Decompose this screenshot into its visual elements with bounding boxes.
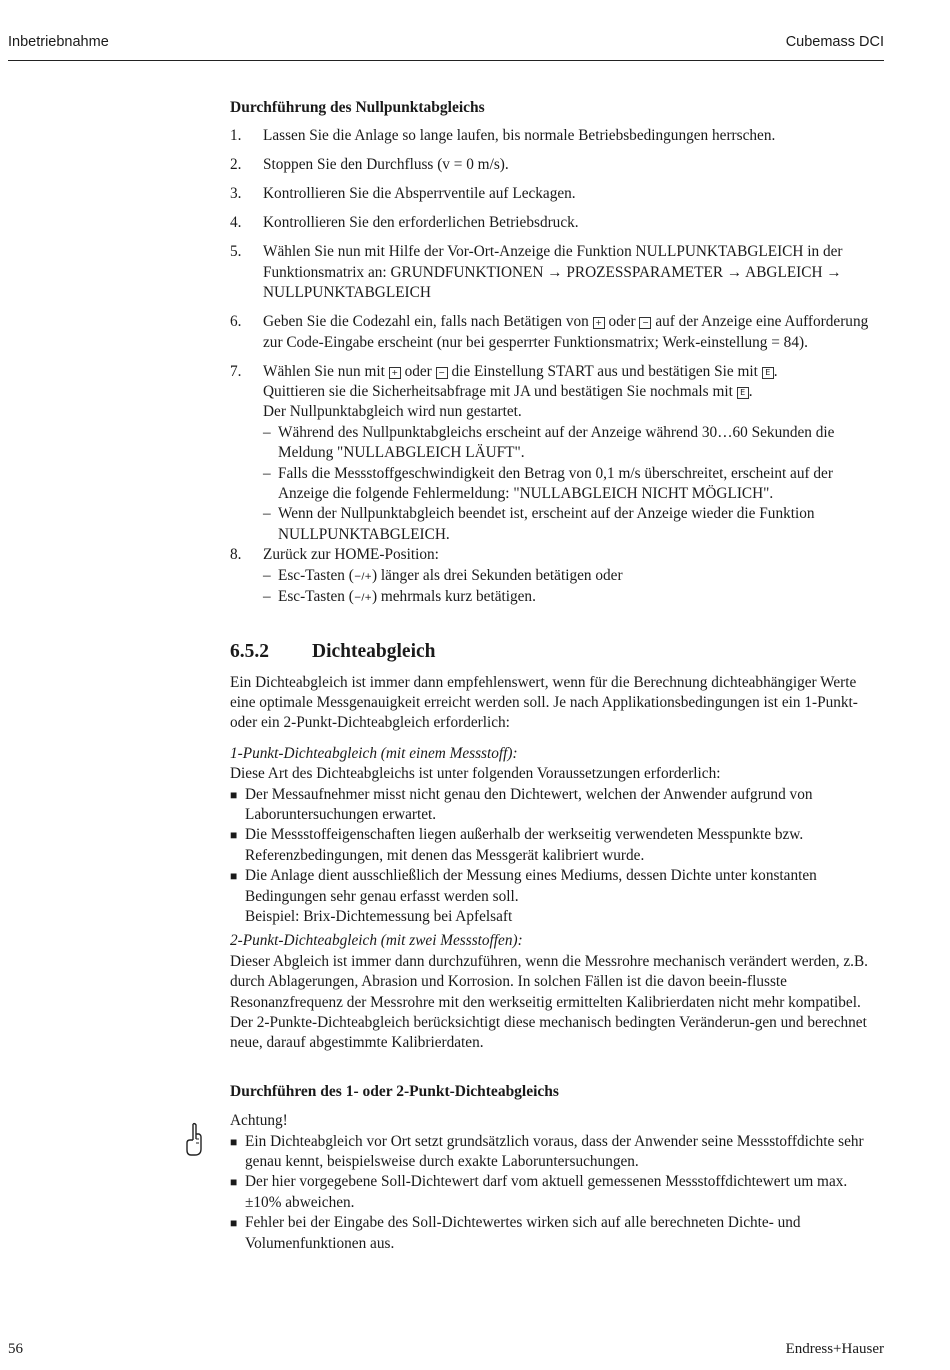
list-item xyxy=(230,242,885,303)
enter-key-icon: E xyxy=(762,367,774,379)
density-intro: Ein Dichteabgleich ist immer dann empfehlenswert, wenn für die Berechnung dichteabhängiger Werte eine optimale Messgenauigkeit erreicht werden soll. Je nach Applikationsbedingungen ist ein 1-Punkt- oder ein 2-Punkt-Dichteabgleich erforderlich: xyxy=(230,673,858,732)
step-text-c: die Einstellung START aus und bestätigen Sie mit xyxy=(451,362,758,380)
plus-key-icon: + xyxy=(593,317,605,329)
two-point-text: Dieser Abgleich ist immer dann durchzuführen, wenn die Messrohre mechanisch verändert werden, z.B. durch Ablagerungen, Abrasion und Korrosion. In solchen Fällen ist die davon beein-flusste Resonanzfrequenz der Messrohre mit den werkseitig ermittelten Kalibrierdaten nicht mehr kompatibel. Der 2-Punkte-Dichteabgleich berücksichtigt diese mechanisch bedingten Veränderun-gen und berechnet neue, darauf abgestimmte Kalibrierdaten. xyxy=(230,952,869,1052)
list-item xyxy=(230,184,885,204)
page-number: 56 xyxy=(8,1341,23,1357)
step-text-a: Wählen Sie nun mit xyxy=(263,362,385,380)
list-item xyxy=(230,155,885,175)
step-number: 7. xyxy=(230,362,242,380)
list-item: – Während des Nullpunktabgleichs erscheint auf der Anzeige während 30…60 Sekunden die Meldung "NULLABGLEICH LÄUFT". xyxy=(263,423,835,462)
bullet-icon: ■ xyxy=(230,1216,238,1231)
minus-key-icon: − xyxy=(639,317,651,329)
step-text-a: Geben Sie die Codezahl ein, falls nach Betätigen von xyxy=(263,313,589,331)
plus-key-icon: + xyxy=(389,367,401,379)
caution-list xyxy=(230,1132,885,1254)
section-title: Dichteabgleich xyxy=(312,640,436,662)
step-text-g: Der Nullpunktabgleich wird nun gestartet. xyxy=(263,403,522,421)
list-item xyxy=(230,312,885,353)
step-text-f: . xyxy=(748,383,753,401)
step-text: Stoppen Sie den Durchfluss (v = 0 m/s). xyxy=(263,156,509,174)
bullet-icon: ■ xyxy=(230,869,238,884)
bullet-icon: ■ xyxy=(230,787,238,802)
step-number: 5. xyxy=(230,243,242,261)
zero-point-steps xyxy=(230,126,885,608)
procedure-heading: Durchführen des 1- oder 2-Punkt-Dichteabgleichs xyxy=(230,1082,559,1100)
list-item: ■ Die Messstoffeigenschaften liegen außerhalb der werkseitig verwendeten Messpunkte bzw. Referenzbedingungen, mit denen das Messgerät kalibriert wurde. xyxy=(230,826,804,864)
footer-brand: Endress+Hauser xyxy=(785,1341,884,1357)
page-body xyxy=(230,98,885,1254)
step-text-b: oder xyxy=(404,362,432,380)
step-text-b: oder xyxy=(608,313,636,331)
zero-point-heading: Durchführung des Nullpunktabgleichs xyxy=(230,99,485,116)
list-item: – Esc-Tasten (−/+) länger als drei Sekunden betätigen oder xyxy=(263,566,885,587)
list-item: – Falls die Messstoffgeschwindigkeit den Betrag von 0,1 m/s überschreitet, erscheint auf der Anzeige die folgende Fehlermeldung: "NULLABGLEICH NICHT MÖGLICH". xyxy=(263,464,833,503)
list-item: ■ Der Messaufnehmer misst nicht genau den Dichtewert, welchen der Anwender aufgrund von Laboruntersuchungen erwartet. xyxy=(230,785,813,823)
section-number: 6.5.2 xyxy=(230,640,269,662)
section-heading xyxy=(230,639,885,665)
step-number: 6. xyxy=(230,313,242,331)
step-text: Kontrollieren Sie den erforderlichen Betriebsdruck. xyxy=(263,214,579,232)
step-number: 8. xyxy=(230,546,242,564)
step-number: 1. xyxy=(230,127,242,145)
esc-keys-icon: −/+ xyxy=(353,593,372,604)
list-item: ■ Ein Dichteabgleich vor Ort setzt grundsätzlich voraus, dass der Anwender seine Messstoffdichte sehr genau kennt, beispielsweise durch exakte Laboruntersuchungen. xyxy=(230,1132,864,1171)
step-text-d: . xyxy=(773,362,778,380)
header-section-title: Inbetriebnahme xyxy=(8,34,109,50)
list-item xyxy=(230,213,885,233)
step-text: Zurück zur HOME-Position: xyxy=(263,546,439,564)
bullet-icon: ■ xyxy=(230,1175,238,1190)
list-item xyxy=(230,362,885,546)
bullet-icon: ■ xyxy=(230,1134,238,1149)
step-number: 3. xyxy=(230,185,242,203)
step-text-c: auf der Anzeige eine Aufforderung zur Code-Eingabe erscheint (nur bei gesperrter Funktionsmatrix; Werk-einstellung = 84). xyxy=(263,313,869,351)
one-point-example: Beispiel: Brix-Dichtemessung bei Apfelsaft xyxy=(245,907,513,925)
header-divider xyxy=(8,60,884,61)
bullet-icon: ■ xyxy=(230,828,238,843)
step-text: Wählen Sie nun mit Hilfe der Vor-Ort-Anzeige die Funktion NULLPUNKTABGLEICH in der Funktionsmatrix an: GRUNDFUNKTIONEN → PROZESSPARAMETER → ABGLEICH → NULLPUNKTABGLEICH xyxy=(263,243,843,302)
header-product-name: Cubemass DCI xyxy=(785,34,884,50)
list-item: ■ Die Anlage dient ausschließlich der Messung eines Mediums, dessen Dichte unter konstanten Bedingungen sehr genau erfasst werden soll. Beispiel: Brix-Dichtemessung bei Apfelsaft xyxy=(230,867,817,925)
one-point-heading: 1-Punkt-Dichteabgleich (mit einem Messstoff): xyxy=(230,744,518,762)
esc-keys-icon: −/+ xyxy=(353,571,372,582)
list-item xyxy=(230,126,885,146)
zero-point-notes xyxy=(263,423,885,545)
step-text-e: Quittieren sie die Sicherheitsabfrage mit JA und bestätigen Sie nochmals mit xyxy=(263,383,733,401)
step-text: Kontrollieren Sie die Absperrventile auf Leckagen. xyxy=(263,185,576,203)
step-number: 4. xyxy=(230,214,242,232)
list-item: ■ Fehler bei der Eingabe des Soll-Dichtewertes wirken sich auf alle berechneten Dichte- und Volumenfunktionen aus. xyxy=(230,1214,801,1252)
list-item xyxy=(230,545,885,608)
minus-key-icon: − xyxy=(436,367,448,379)
home-position-options xyxy=(263,566,885,609)
list-item: – Wenn der Nullpunktabgleich beendet ist, erscheint auf der Anzeige wieder die Funktion NULLPUNKTABGLEICH. xyxy=(263,505,815,543)
one-point-intro: Diese Art des Dichteabgleichs ist unter folgenden Voraussetzungen erforderlich: xyxy=(230,765,721,783)
two-point-heading: 2-Punkt-Dichteabgleich (mit zwei Messstoffen): xyxy=(230,932,523,950)
one-point-conditions xyxy=(230,785,885,928)
enter-key-icon: E xyxy=(737,387,749,399)
list-item: – Esc-Tasten (−/+) mehrmals kurz betätigen. xyxy=(263,587,885,608)
step-number: 2. xyxy=(230,156,242,174)
caution-label: Achtung! xyxy=(230,1112,288,1130)
list-item: ■ Der hier vorgegebene Soll-Dichtewert darf vom aktuell gemessenen Messstoffdichtewert um max. ±10% abweichen. xyxy=(230,1173,848,1211)
pointing-hand-icon xyxy=(184,1122,206,1158)
step-text: Lassen Sie die Anlage so lange laufen, bis normale Betriebsbedingungen herrschen. xyxy=(263,127,776,145)
